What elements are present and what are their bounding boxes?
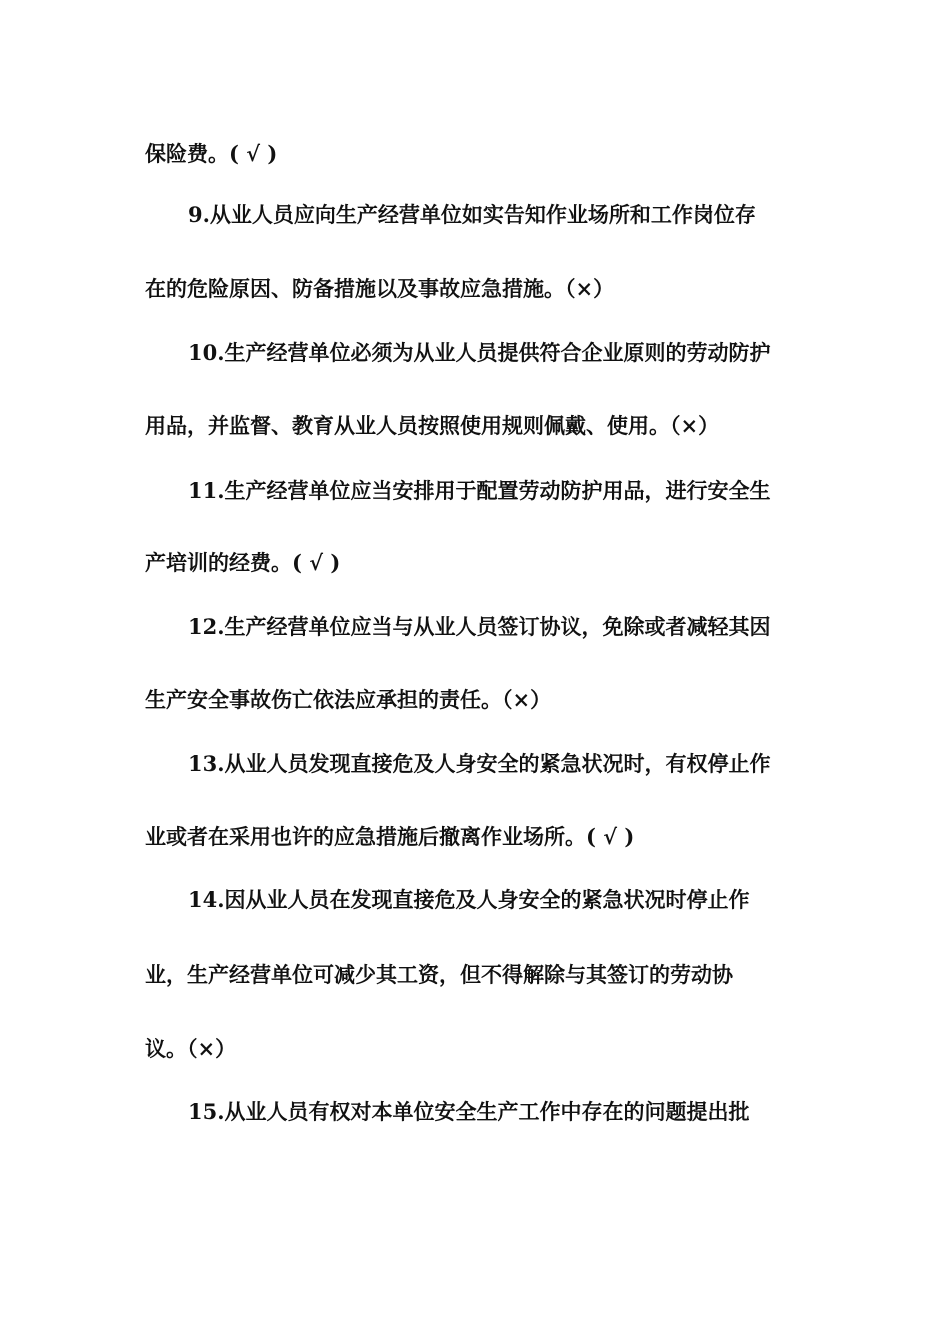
question-15-line-1: 15.从业人员有权对本单位安全生产工作中存在的问题提出批: [188, 1099, 750, 1124]
question-12-line-2: 生产安全事故伤亡依法应承担的责任。（×）: [145, 687, 552, 712]
text-line-1: 保险费。( √ ): [145, 141, 278, 166]
question-12-line-1: 12.生产经营单位应当与从业人员签订协议，免除或者减轻其因: [188, 614, 771, 639]
question-9-line-2: 在的危险原因、防备措施以及事故应急措施。（×）: [145, 276, 615, 301]
question-14-line-3: 议。（×）: [145, 1036, 237, 1061]
question-11-line-1: 11.生产经营单位应当安排用于配置劳动防护用品，进行安全生: [188, 478, 771, 503]
question-14-line-2: 业，生产经营单位可减少其工资，但不得解除与其签订的劳动协: [145, 962, 733, 987]
question-10-line-2: 用品，并监督、教育从业人员按照使用规则佩戴、使用。（×）: [145, 413, 720, 438]
question-13-line-1: 13.从业人员发现直接危及人身安全的紧急状况时，有权停止作: [188, 751, 771, 776]
question-14-line-1: 14.因从业人员在发现直接危及人身安全的紧急状况时停止作: [188, 887, 750, 912]
question-10-line-1: 10.生产经营单位必须为从业人员提供符合企业原则的劳动防护: [188, 340, 771, 365]
question-9-line-1: 9.从业人员应向生产经营单位如实告知作业场所和工作岗位存: [188, 202, 756, 227]
question-13-line-2: 业或者在采用也许的应急措施后撤离作业场所。( √ ): [145, 824, 635, 849]
question-11-line-2: 产培训的经费。( √ ): [145, 550, 341, 575]
